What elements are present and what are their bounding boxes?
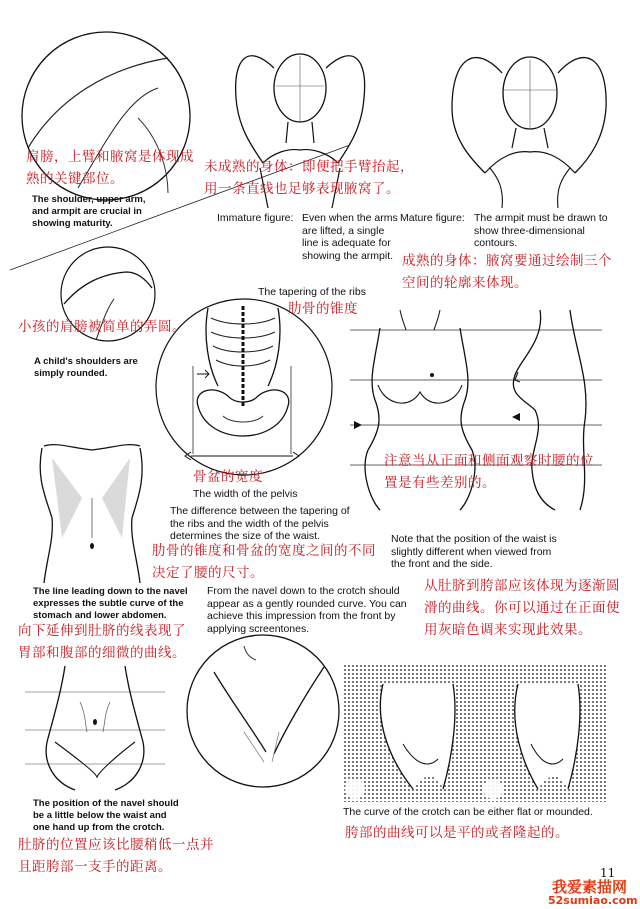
page-number: 11 (600, 866, 616, 880)
ribs-caption-en: The tapering of the ribs (258, 286, 366, 298)
front-torso-illustration (22, 438, 160, 586)
child-caption-en: A child's shoulders are simply rounded. (34, 356, 138, 379)
mature-caption-cn: 成熟的身体：腋窝要通过绘制三个空间的轮廓来体现。 (402, 253, 612, 291)
position-caption-en: The position of the navel should be a little below the waist and one hand up from the crotch. (33, 798, 179, 833)
side-caption-en: Note that the position of the waist is slightly different when viewed from the front and the side. (391, 533, 557, 570)
shoulder-caption-en: The shoulder, upper arm, and armpit are crucial in showing maturity. (32, 194, 146, 229)
crotch-closeup-illustration (184, 632, 342, 790)
shoulder-caption-cn: 肩膀，上臂和腋窝是体现成熟的关键部位。 (26, 149, 194, 187)
navel-caption-en: From the navel down to the crotch should appear as a gently rounded curve. You can achieve this impression from the front by applying screentones. (207, 585, 407, 635)
waist-caption-en: The difference between the tapering of the ribs and the width of the pelvis determines the size of the waist. (170, 505, 350, 542)
stomach-caption-en: The line leading down to the navel expresses the subtle curve of the stomach and lower abdomen. (33, 586, 188, 621)
ribs-caption-cn: 肋骨的锥度 (288, 301, 358, 317)
mature-figure-illustration (430, 38, 620, 213)
screentone-crotch-illustration (343, 664, 607, 802)
mature-caption-en: The armpit must be drawn to show three-dimensional contours. (474, 212, 608, 249)
immature-label: Immature figure: (217, 212, 294, 224)
immature-caption-en: Even when the arms are lifted, a single line is adequate for showing the armpit. (302, 212, 398, 262)
side-caption-cn: 注意当从正面和侧面观察时腰的位置是有些差别的。 (384, 453, 594, 491)
stomach-caption-cn: 向下延伸到肚脐的线表现了胃部和腹部的细微的曲线。 (18, 623, 186, 661)
crotch-caption-cn: 胯部的曲线可以是平的或者隆起的。 (345, 825, 569, 841)
watermark-url: 52sumiao.com (548, 894, 638, 907)
waist-caption-cn: 肋骨的锥度和骨盆的宽度之间的不同决定了腰的尺寸。 (152, 543, 376, 581)
child-caption-cn: 小孩的肩膀被简单的弄圆。 (18, 319, 186, 335)
navel-position-illustration (25, 662, 165, 792)
crotch-caption-en: The curve of the crotch can be either flat or mounded. (343, 806, 593, 818)
immature-caption-cn: 未成熟的身体：即便把手臂抬起，用一条直线也足够表现腋窝了。 (204, 159, 414, 197)
navel-caption-cn: 从肚脐到胯部应该体现为逐渐圆滑的曲线。你可以通过在正面使用灰暗色调来实现此效果。 (424, 578, 620, 638)
watermark-title: 我爱素描网 (552, 878, 628, 896)
pelvis-caption-en: The width of the pelvis (193, 488, 298, 500)
position-caption-cn: 肚脐的位置应该比腰稍低一点并且距胯部一支手的距离。 (18, 837, 214, 875)
mature-label: Mature figure: (400, 212, 465, 224)
pelvis-caption-cn: 骨盆的宽度 (193, 469, 263, 485)
